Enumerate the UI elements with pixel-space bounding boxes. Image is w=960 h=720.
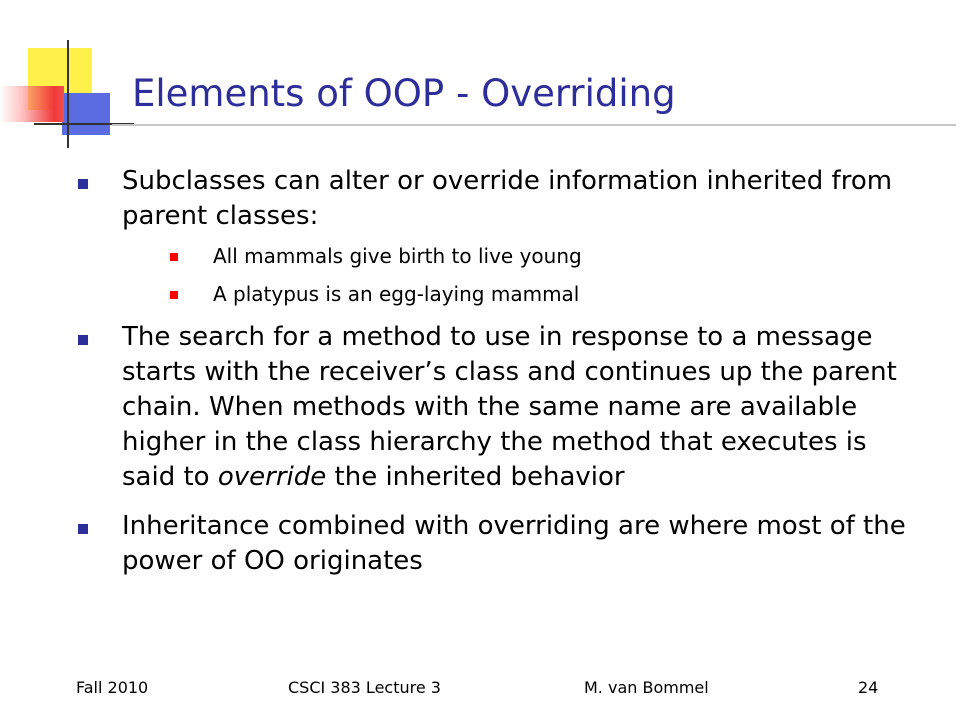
square-bullet-icon bbox=[78, 335, 88, 345]
footer-page-number: 24 bbox=[858, 678, 879, 697]
bullet-inheritance-power bbox=[78, 509, 918, 579]
bullet-text: Subclasses can alter or override information inherited from parent classes: bbox=[122, 166, 893, 231]
sub-bullet-text: All mammals give birth to live young bbox=[213, 244, 582, 268]
square-bullet-icon bbox=[170, 291, 178, 299]
bullet-method-search bbox=[78, 320, 918, 495]
slide-title: Elements of OOP - Overriding bbox=[132, 72, 676, 115]
sub-bullet-list bbox=[122, 244, 918, 306]
bullet-emphasis: override bbox=[217, 462, 327, 492]
square-bullet-icon bbox=[78, 524, 88, 534]
bullet-text-after: the inherited behavior bbox=[326, 462, 625, 492]
sub-bullet-platypus bbox=[170, 282, 918, 306]
logo-blue-square bbox=[62, 93, 110, 135]
bullet-text-before: The search for a method to use in response to a message starts with the receiver’s class and continues up the parent chain. When methods with the same name are available higher in the class hierarchy the method that executes is said to bbox=[122, 322, 897, 492]
square-bullet-icon bbox=[170, 253, 178, 261]
square-bullet-icon bbox=[78, 179, 88, 189]
slide-content bbox=[78, 164, 918, 593]
footer-author: M. van Bommel bbox=[584, 678, 709, 697]
footer-course: CSCI 383 Lecture 3 bbox=[288, 678, 441, 697]
footer-date: Fall 2010 bbox=[76, 678, 149, 697]
logo-vertical-line bbox=[67, 40, 69, 148]
sub-bullet-mammals bbox=[170, 244, 918, 268]
title-underline bbox=[112, 124, 956, 126]
bullet-text: Inheritance combined with overriding are where most of the power of OO originates bbox=[122, 511, 906, 576]
bullet-subclasses bbox=[78, 164, 918, 306]
sub-bullet-text: A platypus is an egg-laying mammal bbox=[213, 282, 580, 306]
logo-red-bar bbox=[0, 86, 64, 122]
